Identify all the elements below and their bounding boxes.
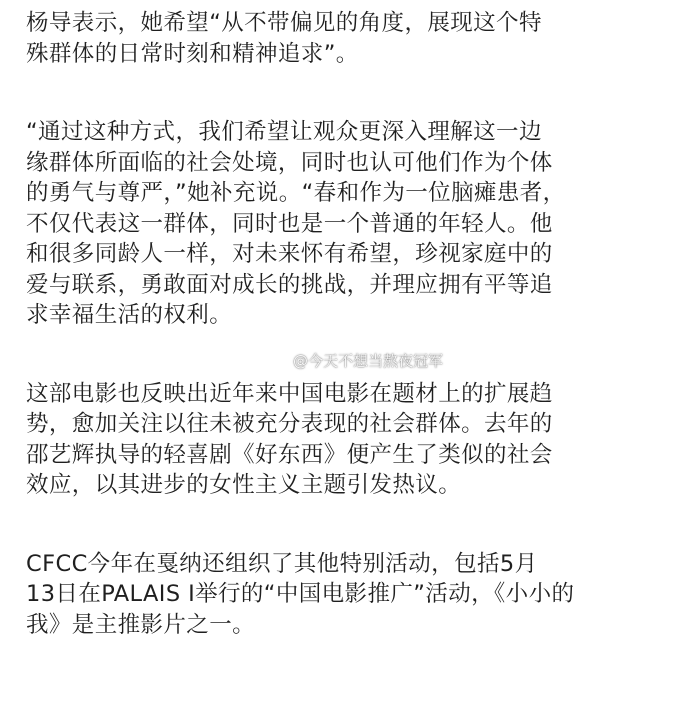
- weibo-icon: [270, 353, 290, 369]
- text-line: 我》是主推影片之一。: [26, 611, 256, 638]
- text-line: CFCC今年在戛纳还组织了其他特别活动，包括5月: [26, 550, 538, 577]
- text-line: “通过这种方式，我们希望让观众更深入理解这一边: [26, 119, 542, 145]
- text-line: 效应，以其进步的女性主义主题引发热议。: [26, 472, 462, 498]
- text-line: 13日在PALAIS I举行的“中国电影推广”活动，《小小的: [26, 581, 575, 607]
- text-line: 的勇气与尊严，”她补充说。“春和作为一位脑瘫患者，: [26, 180, 566, 206]
- paragraph-film-trend: [26, 379, 672, 501]
- text-line: 爱与联系，勇敢面对成长的挑战，并理应拥有平等追: [26, 271, 553, 298]
- text-line: 势，愈加关注以往未被充分表现的社会群体。去年的: [26, 411, 553, 437]
- text-line: 不仅代表这一群体，同时也是一个普通的年轻人。他: [26, 210, 553, 237]
- text-line: 缘群体所面临的社会处境，同时也认可他们作为个体: [26, 149, 553, 176]
- paragraph-quote-intro: [26, 8, 672, 69]
- text-line: 殊群体的日常时刻和精神追求”。: [26, 40, 359, 67]
- paragraph-cfcc-events: [26, 549, 672, 641]
- text-line: 和很多同龄人一样，对未来怀有希望，珍视家庭中的: [26, 241, 553, 267]
- paragraph-spacer: [26, 501, 672, 549]
- text-line: 邵艺辉执导的轻喜剧《好东西》便产生了类似的社会: [26, 441, 553, 468]
- paragraph-director-quote: [26, 117, 672, 331]
- watermark-text: @今天不想当熬夜冠军: [293, 352, 444, 370]
- article-body: [26, 8, 672, 640]
- text-line: 这部电影也反映出近年来中国电影在题材上的扩展趋: [26, 380, 553, 407]
- paragraph-spacer: [26, 69, 672, 117]
- text-line: 求幸福生活的权利。: [26, 302, 233, 328]
- weibo-watermark: [270, 352, 443, 370]
- text-line: 杨导表示，她希望“从不带偏见的角度，展现这个特: [26, 10, 542, 36]
